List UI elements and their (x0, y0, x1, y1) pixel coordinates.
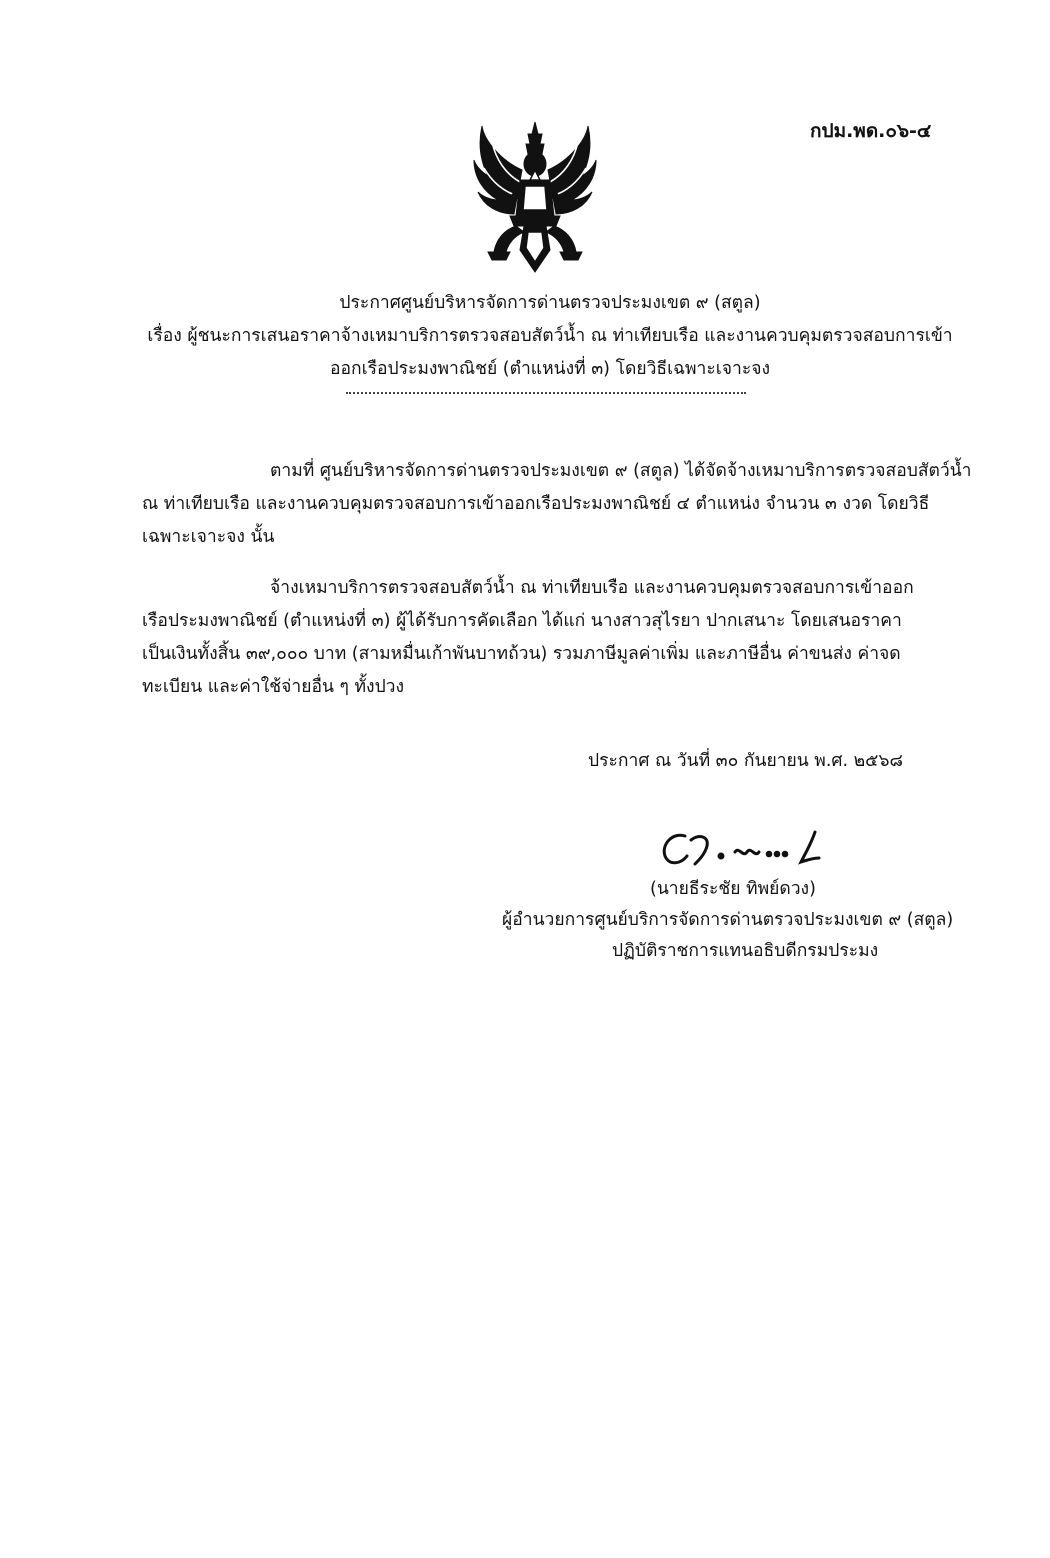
handwritten-signature-icon (655, 818, 855, 878)
dotted-divider (346, 392, 746, 394)
paragraph-2-line-3: เป็นเงินทั้งสิ้น ๓๙,๐๐๐ บาท (สามหมื่นเก้าพันบาทถ้วน) รวมภาษีมูลค่าเพิ่ม และภาษีอื่น ค่าขนส่ง ค่าจด (142, 644, 901, 664)
signatory-block (480, 874, 980, 967)
paragraph-1 (142, 455, 972, 554)
title-line-1: ประกาศศูนย์บริหารจัดการด่านตรวจประมงเขต ๙ (สตูล) (339, 293, 761, 313)
paragraph-2-line-1: จ้างเหมาบริการตรวจสอบสัตว์น้ำ ณ ท่าเทียบเรือ และงานควบคุมตรวจสอบการเข้าออก (270, 578, 914, 598)
signatory-position: ผู้อำนวยการศูนย์บริการจัดการด่านตรวจประมงเขต ๙ (สตูล) (502, 910, 954, 930)
announcement-title (120, 287, 980, 386)
announcement-date: ประกาศ ณ วันที่ ๓๐ กันยายน พ.ศ. ๒๕๖๘ (588, 751, 904, 771)
paragraph-1-line-2: ณ ท่าเทียบเรือ และงานควบคุมตรวจสอบการเข้าออกเรือประมงพาณิชย์ ๔ ตำแหน่ง จำนวน ๓ งวด โดยวิธี (142, 494, 930, 514)
paragraph-1-line-3: เฉพาะเจาะจง นั้น (142, 527, 275, 547)
paragraph-2 (142, 572, 952, 704)
paragraph-2-line-2: เรือประมงพาณิชย์ (ตำแหน่งที่ ๓) ผู้ได้รับการคัดเลือก ได้แก่ นางสาวสุไรยา ปากเสนาะ โดยเสนอราคา (142, 611, 902, 631)
paragraph-1-line-1: ตามที่ ศูนย์บริหารจัดการด่านตรวจประมงเขต ๙ (สตูล) ได้จัดจ้างเหมาบริการตรวจสอบสัตว์น้ำ (270, 461, 972, 481)
title-line-3: ออกเรือประมงพาณิชย์ (ตำแหน่งที่ ๓) โดยวิธีเฉพาะเจาะจง (329, 359, 771, 379)
garuda-emblem-icon (470, 120, 600, 275)
title-line-2: เรื่อง ผู้ชนะการเสนอราคาจ้างเหมาบริการตรวจสอบสัตว์น้ำ ณ ท่าเทียบเรือ และงานควบคุมตรวจสอบการเข้า (147, 326, 953, 346)
paragraph-2-line-4: ทะเบียน และค่าใช้จ่ายอื่น ๆ ทั้งปวง (142, 677, 405, 697)
document-code: กปม.พด.๐๖-๔ (810, 120, 932, 142)
signatory-acting-for: ปฏิบัติราชการแทนอธิบดีกรมประมง (612, 941, 879, 961)
signatory-name: (นายธีระชัย ทิพย์ดวง) (650, 879, 816, 899)
